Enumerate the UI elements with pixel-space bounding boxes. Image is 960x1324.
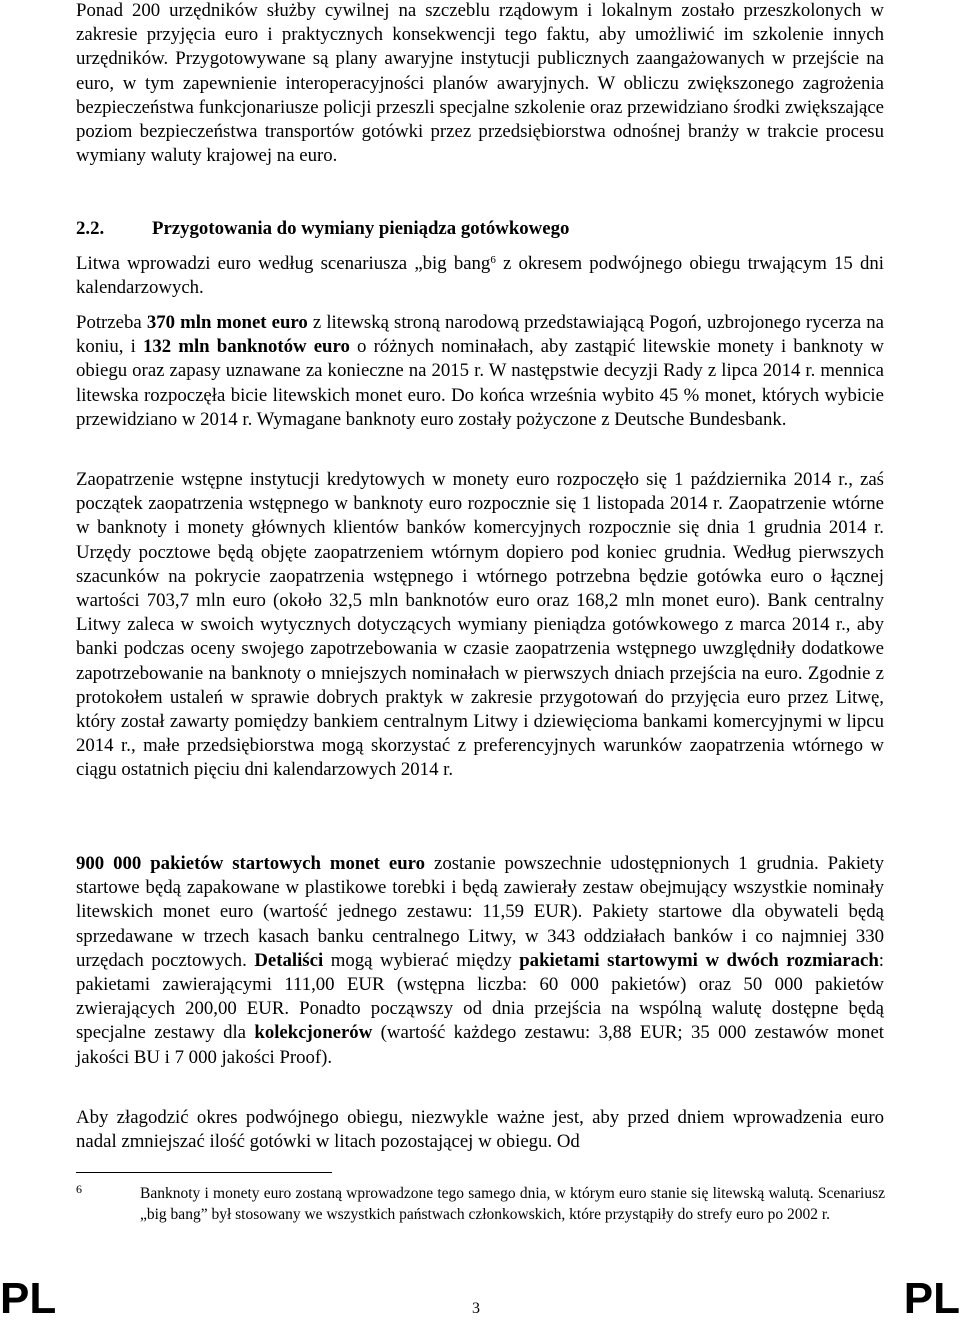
p3-bold-coins: 370 mln monet euro	[146, 312, 308, 333]
paragraph-frontloading: Zaopatrzenie wstępne instytucji kredytowych w monety euro rozpoczęło się 1 października 2014 r., zaś początek zaopatrzenia wstępnego w banknoty euro rozpocznie się 1 listopada 2014 r. Zaopatrzenie wtórne w banknoty i monety głównych klientów banków komercyjnych rozpocznie się dnia 1 grudnia 2014 r. Urzędy pocztowe będą objęte zaopatrzeniem wtórnym dopiero pod koniec grudnia. Według pierwszych szacunków na pokrycie zaopatrzenia wstępnego i wtórnego potrzebna będzie gotówka euro o łącznej wartości 703,7 mln euro (około 32,5 mln banknotów euro oraz 168,2 mln monet euro). Bank centralny Litwy zaleca w swoich wytycznych dotyczących wymiany pieniądza gotówkowego z marca 2014 r., aby banki podczas oceny swojego zapotrzebowania w czasie zaopatrzenia wstępnego uwzględniły dodatkowe zapotrzebowanie na banknoty o mniejszych nominałach w pierwszych dniach przejścia na euro. Zgodnie z protokołem ustaleń w sprawie dobrych praktyk w zakresie przygotowań do przyjęcia euro przez Litwę, który został zawarty pomiędzy bankiem centralnym Litwy i dziewięcioma bankami komercyjnymi w lipcu 2014 r., małe przedsiębiorstwa mogą skorzystać z preferencyjnych warunków zaopatrzenia wtórnego w ciągu ostatnich pięciu dni kalendarzowych 2014 r.	[76, 469, 884, 781]
footnote-number: 6	[76, 1182, 82, 1196]
p5-text: (wartość każdego zestawu: 3,88 EUR; 35 000 zestawów monet jakości BU i 7 000 jakości Proof).	[76, 1022, 885, 1068]
footnote-ref[interactable]: 6	[490, 254, 496, 266]
p3-bold-banknotes: 132 mln banknotów euro	[143, 336, 350, 358]
footer-language-right: PL	[903, 1274, 960, 1323]
section-number: 2.2.	[76, 218, 105, 239]
paragraph-big-bang	[76, 252, 884, 300]
section-heading	[76, 217, 569, 241]
p5-text: : pakietami zawierającymi 111,00 EUR (wstępna liczba: 60 000 pakietów) oraz 50 000 pakietów zwierających 200,00 EUR. Ponadto począwszy od dnia przejścia na wspólną walutę dostępne będą specjalne zestawy dla	[76, 949, 884, 1044]
p5-bold-collectors: kolekcjonerów	[254, 1022, 373, 1044]
footnote-separator	[76, 1172, 332, 1173]
p2-text-before: Litwa wprowadzi euro według scenariusza „big bang	[76, 253, 491, 274]
paragraph-coins-banknotes	[76, 311, 884, 432]
paragraph-dual-circulation: Aby złagodzić okres podwójnego obiegu, niezwykle ważne jest, aby przed dniem wprowadzenia euro nadal zmniejszać ilość gotówki w litach pozostającej w obiegu. Od	[76, 1107, 884, 1153]
p3-text: Potrzeba	[76, 312, 147, 333]
p3-text: z litewską stroną narodową przedstawiającą Pogoń, uzbrojonego rycerza na koniu, i	[76, 312, 884, 358]
p5-text: zostanie powszechnie udostępnionych 1 grudnia. Pakiety startowe będą zapakowane w plastikowe torebki i będą zawierały zestaw obejmujący wszystkie nominały litewskich monet euro (wartość jednego zestawu: 11,59 EUR). Pakiety startowe dla obywateli będą sprzedawane w trzech kasach banku centralnego Litwy, w 343 oddziałach banków i co najmniej 330 urzędach pocztowych.	[76, 853, 884, 971]
p5-bold-starter-kits: 900 000 pakietów startowych monet euro	[76, 853, 426, 874]
p3-text: o różnych nominałach, aby zastąpić litewskie monety i banknoty w obiegu oraz zapasy uznawane za konieczne na 2015 r. W następstwie decyzji Rady z lipca 2014 r. mennica litewska rozpoczęła bicie litewskich monet euro. Do końca września wybito 45 % monet, których wybicie przewidziano w 2014 r. Wymagane banknoty euro zostały pożyczone z Deutsche Bundesbank.	[76, 336, 884, 430]
footnote-text: Banknoty i monety euro zostaną wprowadzone tego samego dnia, w którym euro stanie się litewską walutą. Scenariusz „big bang” był stosowany we wszystkich państwach członkowskich, które przystąpiły do strefy euro po 2002 r.	[140, 1185, 885, 1223]
section-title: Przygotowania do wymiany pieniądza gotówkowego	[152, 218, 570, 239]
paragraph-civil-servants: Ponad 200 urzędników służby cywilnej na szczeblu rządowym i lokalnym zostało przeszkolonych w zakresie przyjęcia euro i praktycznych konsekwencji tego faktu, aby umożliwić im szkolenie innych urzędników. Przygotowywane są plany awaryjne instytucji publicznych zaangażowanych w przejście na euro, w tym zapewnienie interoperacyjności planów awaryjnych. W obliczu zwiększonego zagrożenia bezpieczeństwa funkcjonariusze policji przeszli specjalne szkolenie oraz przewidziano środki zwiększające poziom bezpieczeństwa transportów gotówki przez przedsiębiorstwa odnośnej branży w trakcie procesu wymiany waluty krajowej na euro.	[76, 0, 884, 167]
p5-bold-retailers: Detaliści	[254, 949, 324, 971]
paragraph-starter-kits	[76, 852, 884, 1070]
footer-language-left: PL	[0, 1274, 57, 1323]
p5-bold-two-sizes: pakietami startowymi w dwóch rozmiarach	[519, 949, 879, 971]
p5-text: mogą wybierać między	[323, 949, 520, 971]
page-number: 3	[472, 1300, 480, 1317]
p2-text-after: z okresem podwójnego obiegu trwającym 15 dni kalendarzowych.	[76, 253, 884, 299]
